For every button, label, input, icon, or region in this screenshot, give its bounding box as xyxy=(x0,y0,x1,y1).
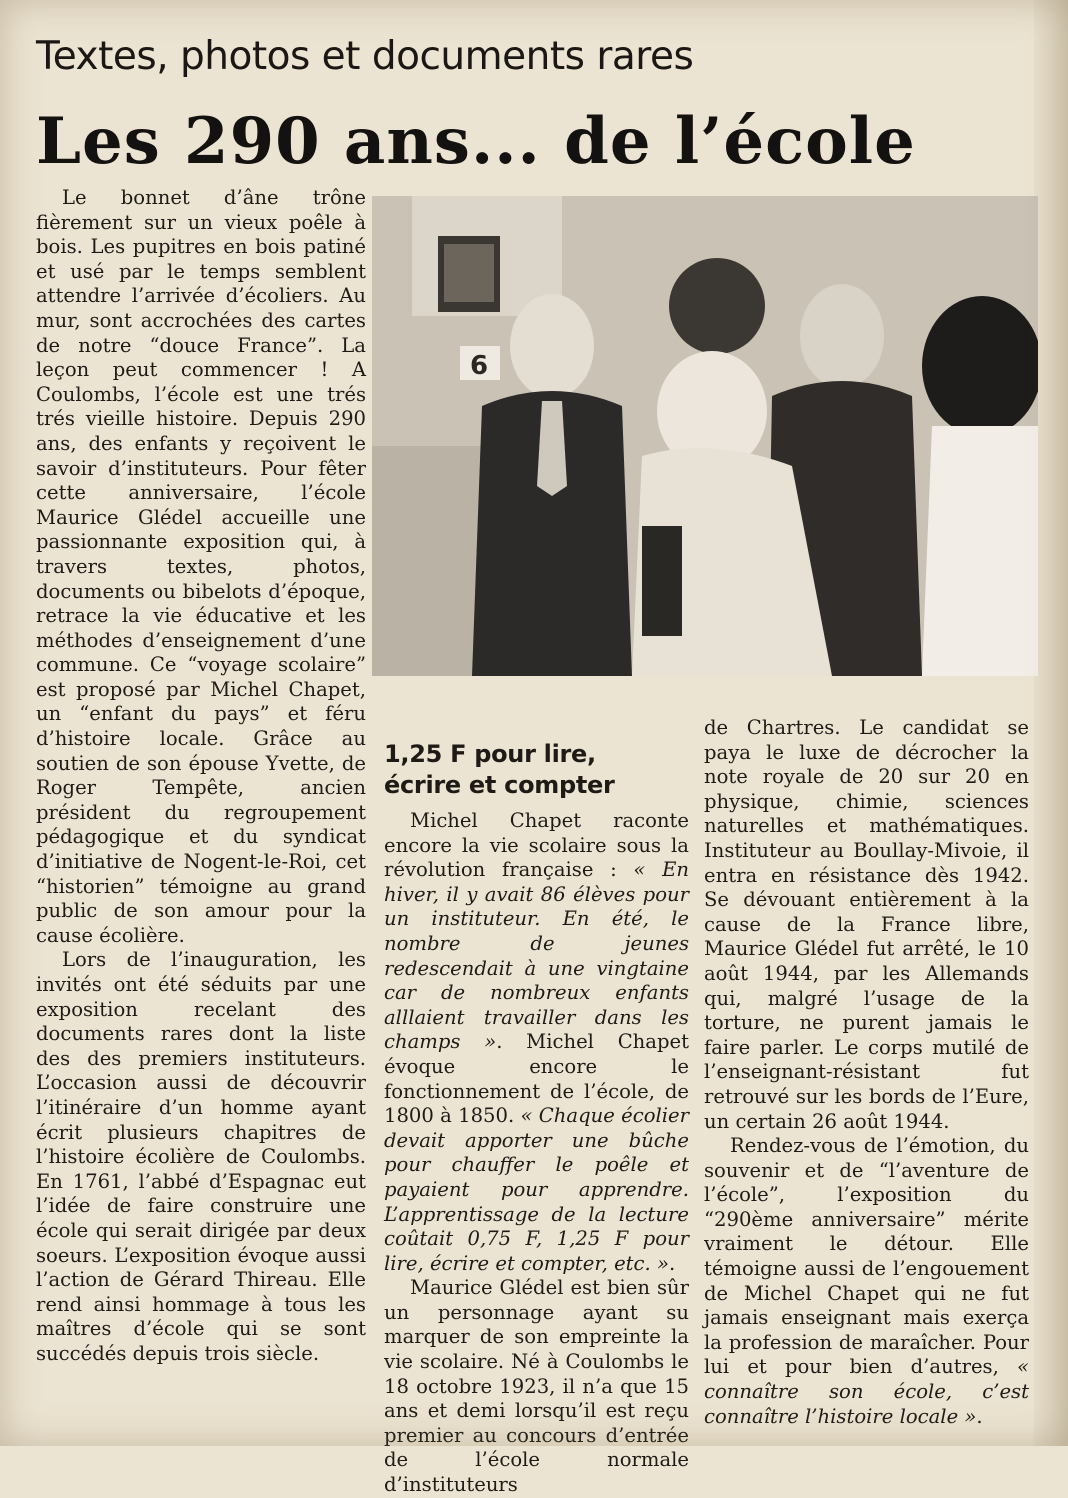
room-number-sign: 6 xyxy=(470,351,489,381)
subheading-line-2: écrire et compter xyxy=(384,771,615,799)
exhibition-photo-drawing xyxy=(372,196,1038,676)
quote-text: « connaître son école, c’est connaître l’histoire locale » xyxy=(704,1355,1029,1428)
paragraph-text: . Michel Chapet évoque encore le fonctionnement de l’école, de 1800 à 1850. xyxy=(384,1030,689,1128)
column-3-paragraph-1: de Chartres. Le candidat se paya le luxe de décrocher la note royale de 20 sur 20 en physique, chimie, sciences naturelles et mathématiques. Instituteur au Boullay-Mivoie, il entra en résistance dès 1942. Se dévouant entièrement à la cause de la France libre, Maurice Glédel fut arrêté, le 10 août 1944, par les Allemands qui, malgré l’usage de la torture, ne purent jamais le faire parler. Le corps mutilé de l’enseignant-résistant fut retrouvé sur les bords de l’Eure, un certain 26 août 1944. xyxy=(704,716,1029,1133)
article-kicker: Textes, photos et documents rares xyxy=(36,34,694,79)
column-2-paragraph-2: Maurice Glédel est bien sûr un personnage ayant su marquer de son empreinte la vie scolaire. Né à Coulombs le 18 octobre 1923, il n’a que 15 ans et demi lorsqu’il est reçu premier au concours d’entrée de l’école normale d’instituteurs xyxy=(384,1276,689,1497)
column-3-paragraph-2 xyxy=(704,1134,1029,1429)
subheading-line-1: 1,25 F pour lire, xyxy=(384,740,596,768)
article-column-1 xyxy=(36,186,366,1367)
paragraph-text: . xyxy=(976,1404,983,1428)
quote-text: « En hiver, il y avait 86 élèves pour un instituteur. En été, le nombre de jeunes redescendait à une vingtaine car de nombreux enfants alllaient travailler dans les champs » xyxy=(384,858,689,1054)
article-column-2 xyxy=(384,739,689,1498)
article-column-3 xyxy=(704,716,1029,1429)
column-1-paragraph-1: Le bonnet d’âne trône fièrement sur un vieux poêle à bois. Les pupitres en bois patiné et usé par le temps semblent attendre l’arrivée d’écoliers. Au mur, sont accrochées des cartes de notre “douce France”. La leçon peut commencer ! A Coulombs, l’école est une trés trés vieille histoire. Depuis 290 ans, des enfants y reçoivent le savoir d’instituteurs. Pour fêter cette anniversaire, l’école Maurice Glédel accueille une passionnante exposition qui, à travers textes, photos, documents ou bibelots d’époque, retrace la vie éducative et les méthodes d’enseignement d’une commune. Ce “voyage scolaire” est proposé par Michel Chapet, un “enfant du pays” et féru d’histoire locale. Grâce au soutien de son épouse Yvette, de Roger Tempête, ancien président du regroupement pédagogique et du syndicat d’initiative de Nogent-le-Roi, cet “historien” témoigne au grand public de son amour pour la cause écolière. xyxy=(36,186,366,947)
exhibition-photo xyxy=(372,196,1038,676)
column-2-paragraph-1 xyxy=(384,809,689,1276)
paragraph-text: . xyxy=(668,1251,676,1275)
column-1-paragraph-2: Lors de l’inauguration, les invités ont été séduits par une exposition recelant des documents rares dont la liste des des premiers instituteurs. L’occasion aussi de découvrir l’itinéraire d’un homme ayant écrit plusieurs chapitres de l’histoire écolière de Coulombs. En 1761, l’abbé d’Espagnac eut l’idée de faire construire une école qui serait dirigée par deux soeurs. L’exposition évoque aussi l’action de Gérard Thireau. Elle rend ainsi hommage à tous les maîtres d’école qui se sont succédés depuis trois siècle. xyxy=(36,948,366,1365)
paragraph-text: Michel Chapet raconte encore la vie scolaire sous la révolution française : xyxy=(384,809,689,882)
paragraph-text: Rendez-vous de l’émotion, du souvenir et de “l’aventure de l’école”, l’exposition du “290ème anniversaire” mérite vraiment le détour. Elle témoigne aussi de l’engouement de Michel Chapet qui ne fut jamais enseignant mais exerça la profession de maraîcher. Pour lui et pour bien d’autres, xyxy=(704,1134,1029,1379)
quote-text: « Chaque écolier devait apporter une bûche pour chauffer le poêle et payaient pour apprendre. L’apprentissage de la lecture coûtait 0,75 F, 1,25 F pour lire, écrire et compter, etc. » xyxy=(384,1104,689,1275)
section-subheading xyxy=(384,739,689,801)
adjacent-page-edge xyxy=(1034,0,1068,1446)
article-headline: Les 290 ans... de l’école xyxy=(36,104,916,179)
